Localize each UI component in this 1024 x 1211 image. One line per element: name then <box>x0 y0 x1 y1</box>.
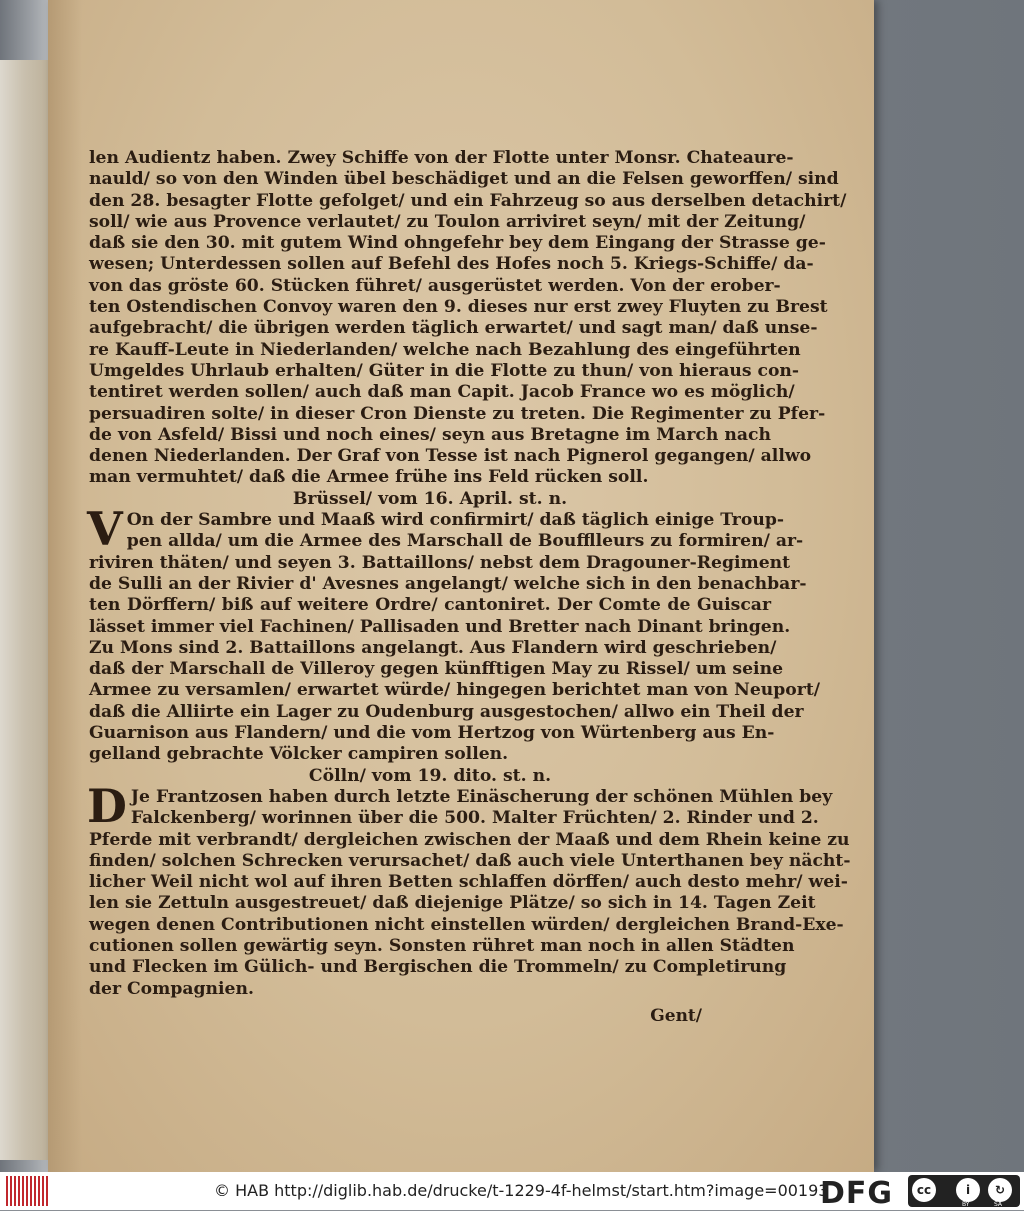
sa-icon: ↻ <box>988 1178 1012 1202</box>
text-line: ten Ostendischen Convoy waren den 9. dieses nur erst zwey Fluyten zu Brest <box>89 297 828 318</box>
text-line: Umgeldes Uhrlaub erhalten/ Güter in die Flotte zu thun/ von hieraus con- <box>89 360 800 381</box>
text-line: lässet immer viel Fachinen/ Pallisaden und Bretter nach Dinant bringen. <box>89 616 791 637</box>
text-line: aufgebracht/ die übrigen werden täglich erwartet/ und sagt man/ daß unse- <box>89 318 818 339</box>
catchword: Gent/ <box>650 1006 702 1026</box>
sa-label: SA <box>994 1201 1003 1208</box>
text-line: de von Asfeld/ Bissi und noch eines/ seyn aus Bretagne im March nach <box>89 424 771 445</box>
text-line: Armee zu versamlen/ erwartet würde/ hingegen berichtet man von Neuport/ <box>89 680 821 701</box>
dateline-coelln: Cölln/ vom 19. dito. st. n. <box>308 765 552 786</box>
by-label: BY <box>962 1201 970 1208</box>
text-line: On der Sambre und Maaß wird confirmirt/ daß täglich einige Troup- <box>126 510 784 531</box>
text-line: tentiret werden sollen/ auch daß man Capit. Jacob France wo es möglich/ <box>89 382 795 403</box>
text-line: wesen; Unterdessen sollen auf Befehl des Hofes noch 5. Kriegs-Schiffe/ da- <box>89 254 814 275</box>
text-line: Pferde mit verbrandt/ dergleichen zwischen der Maaß und dem Rhein keine zu <box>89 829 850 850</box>
page-text <box>87 148 851 1000</box>
text-line: daß sie den 30. mit gutem Wind ohngefehr bey dem Eingang der Strasse ge- <box>89 233 826 254</box>
dateline-bruessel: Brüssel/ vom 16. April. st. n. <box>292 488 568 509</box>
cc-icon: cc <box>912 1178 936 1202</box>
text-line: persuadiren solte/ in dieser Cron Dienste zu treten. Die Regimenter zu Pfer- <box>89 403 826 424</box>
text-line: und Flecken im Gülich- und Bergischen die Trommeln/ zu Completirung <box>89 957 787 978</box>
text-line: de Sulli an der Rivier d' Avesnes angelangt/ welche sich in den benachbar- <box>89 573 807 594</box>
text-line: riviren thäten/ und seyen 3. Battaillons/ nebst dem Dragouner-Regiment <box>89 552 791 573</box>
text-line: len sie Zettuln ausgestreuet/ daß diejenige Plätze/ so sich in 14. Tagen Zeit <box>89 893 816 914</box>
text-line: den 28. besagter Flotte gefolget/ und ein Fahrzeug so aus derselben detachirt/ <box>89 190 847 211</box>
hab-logo-icon[interactable] <box>6 1176 50 1206</box>
text-line: daß der Marschall de Villeroy gegen künfftigen May zu Rissel/ um seine <box>89 659 784 680</box>
text-line: Guarnison aus Flandern/ und die vom Hertzog von Würtenberg aus En- <box>89 723 775 744</box>
cc-license-badge[interactable] <box>908 1175 1020 1207</box>
text-line: der Compagnien. <box>89 978 254 999</box>
paragraph-bruessel <box>87 502 821 766</box>
text-line: gelland gebrachte Völcker campiren sollen. <box>89 744 509 765</box>
text-line: wegen denen Contributionen nicht einstellen würden/ dergleichen Brand-Exe- <box>89 914 844 935</box>
text-line: man vermuhtet/ daß die Armee frühe ins Feld rücken soll. <box>89 467 649 488</box>
text-line: soll/ wie aus Provence verlautet/ zu Toulon arriviret seyn/ mit der Zeitung/ <box>89 211 806 232</box>
paragraph-paris <box>89 148 847 489</box>
text-line: licher Weil nicht wol auf ihren Betten schlaffen dörffen/ auch desto mehr/ wei- <box>89 872 848 893</box>
text-line: pen allda/ um die Armee des Marschall de Boufflleurs zu formiren/ ar- <box>126 531 804 552</box>
text-line: finden/ solchen Schrecken verursachet/ daß auch viele Unterthanen bey nächt- <box>89 850 851 871</box>
source-url[interactable]: © HAB http://diglib.hab.de/drucke/t-1229-4f-helmst/start.htm?image=00193 <box>214 1181 829 1200</box>
paragraph-coelln <box>87 778 851 1000</box>
dfg-logo[interactable]: DFG <box>820 1176 894 1211</box>
text-line: von das gröste 60. Stücken führet/ ausgerüstet werden. Von der erober- <box>89 275 781 296</box>
text-line: daß die Alliirte ein Lager zu Oudenburg ausgestochen/ allwo ein Theil der <box>89 701 804 722</box>
text-line: denen Niederlanden. Der Graf von Tesse ist nach Pignerol gegangen/ allwo <box>89 446 812 467</box>
text-line: re Kauff-Leute in Niederlanden/ welche nach Bezahlung des eingeführten <box>89 339 801 360</box>
text-line: Falckenberg/ worinnen über die 500. Malter Früchten/ 2. Rinder und 2. <box>130 808 819 829</box>
text-line: nauld/ so von den Winden übel beschädiget und an die Felsen geworffen/ sind <box>89 169 839 190</box>
text-line: len Audientz haben. Zwey Schiffe von der Flotte unter Monsr. Chateaure- <box>89 148 794 168</box>
text-line: Je Frantzosen haben durch letzte Einäscherung der schönen Mühlen bey <box>130 786 833 807</box>
book-page <box>48 0 874 1172</box>
drop-cap: V <box>87 502 123 557</box>
text-line: cutionen sollen gewärtig seyn. Sonsten rühret man noch in allen Städten <box>89 935 795 956</box>
footer-bar <box>0 1172 1024 1210</box>
by-icon: i <box>956 1178 980 1202</box>
text-line: Zu Mons sind 2. Battaillons angelangt. Aus Flandern wird geschrieben/ <box>89 637 777 658</box>
text-line: ten Dörffern/ biß auf weitere Ordre/ cantoniret. Der Comte de Guiscar <box>89 595 771 616</box>
drop-cap: D <box>87 778 127 833</box>
